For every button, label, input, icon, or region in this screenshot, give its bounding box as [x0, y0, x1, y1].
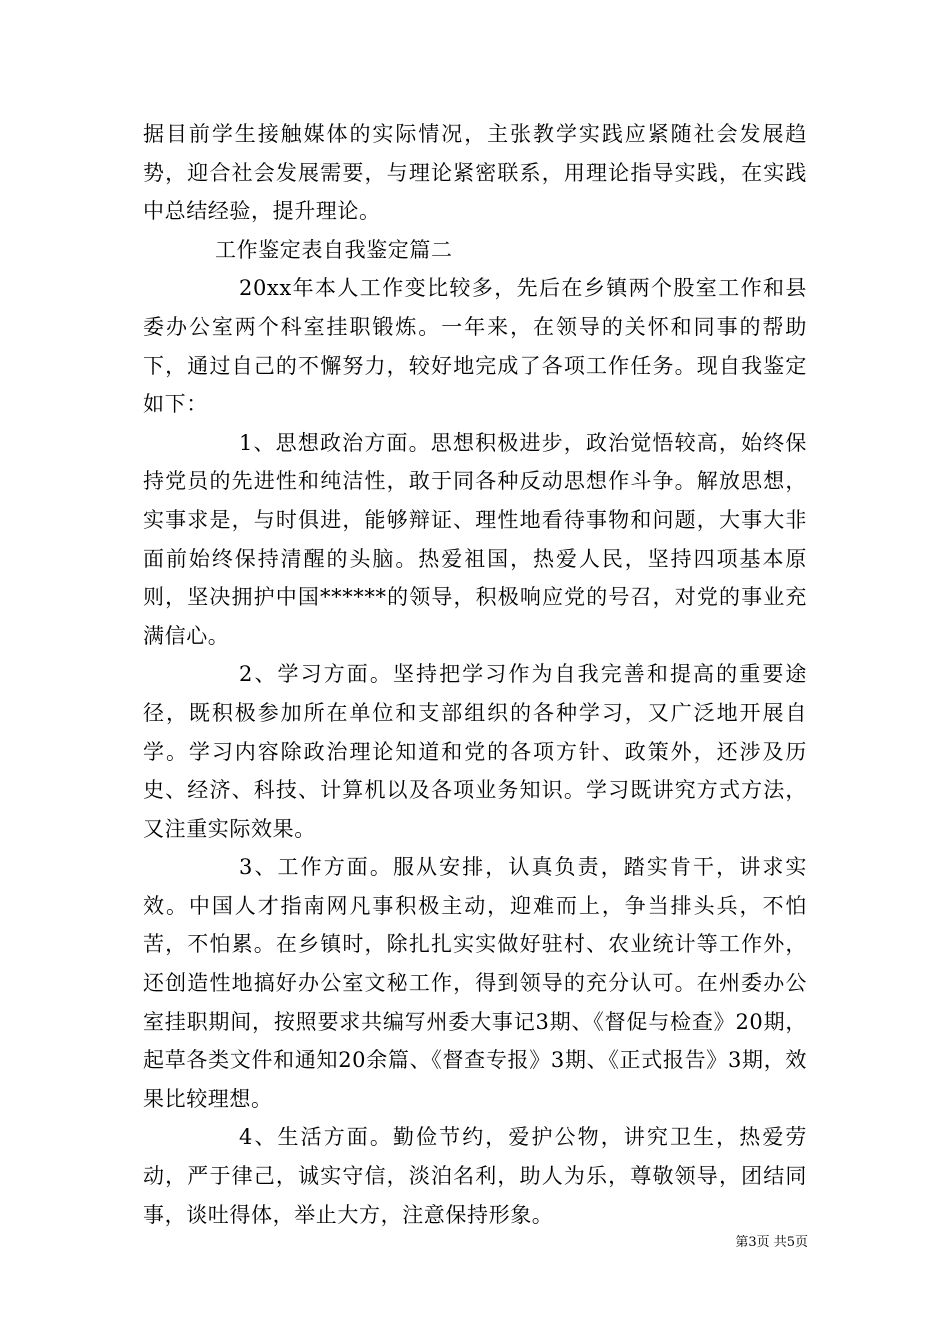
paragraph-study: 2、学习方面。坚持把学习作为自我完善和提高的重要途径，既积极参加所在单位和支部组织的各种学习，又广泛地开展自学。学习内容除政治理论知道和党的各项方针、政策外，还涉及历史、经济、科技、计算机以及各项业务知识。学习既讲究方式方法，又注重实际效果。: [143, 662, 807, 841]
paragraph-political: 1、思想政治方面。思想积极进步，政治觉悟较高，始终保持党员的先进性和纯洁性，敢于同各种反动思想作斗争。解放思想，实事求是，与时俱进，能够辩证、理性地看待事物和问题，大事大非面前始终保持清醒的头脑。热爱祖国，热爱人民，坚持四项基本原则，坚决拥护中国******的领导，积极响应党的号召，对党的事业充满信心。: [143, 430, 807, 648]
section-heading: 工作鉴定表自我鉴定篇二: [215, 237, 453, 262]
paragraph-work: 3、工作方面。服从安排，认真负责，踏实肯干，讲求实效。中国人才指南网凡事积极主动，迎难而上，争当排头兵，不怕苦，不怕累。在乡镇时，除扎扎实实做好驻村、农业统计等工作外，还创造性地搞好办公室文秘工作，得到领导的充分认可。在州委办公室挂职期间，按照要求共编写州委大事记3期、《督促与检查》20期，起草各类文件和通知20余篇、《督查专报》3期、《正式报告》3期，效果比较理想。: [143, 855, 807, 1111]
paragraph-life: 4、生活方面。勤俭节约，爱护公物，讲究卫生，热爱劳动，严于律己，诚实守信，淡泊名利，助人为乐，尊敬领导，团结同事，谈吐得体，举止大方，注意保持形象。: [143, 1125, 807, 1227]
page-number: 第3页 共5页: [735, 1235, 808, 1250]
paragraph-intro: 20xx年本人工作变比较多，先后在乡镇两个股室工作和县委办公室两个科室挂职锻炼。一年来，在领导的关怀和同事的帮助下，通过自己的不懈努力，较好地完成了各项工作任务。现自我鉴定如下：: [143, 276, 807, 417]
document-body: [143, 115, 807, 1234]
paragraph-continuation: 据目前学生接触媒体的实际情况，主张教学实践应紧随社会发展趋势，迎合社会发展需要，与理论紧密联系，用理论指导实践，在实践中总结经验，提升理论。: [143, 122, 807, 224]
